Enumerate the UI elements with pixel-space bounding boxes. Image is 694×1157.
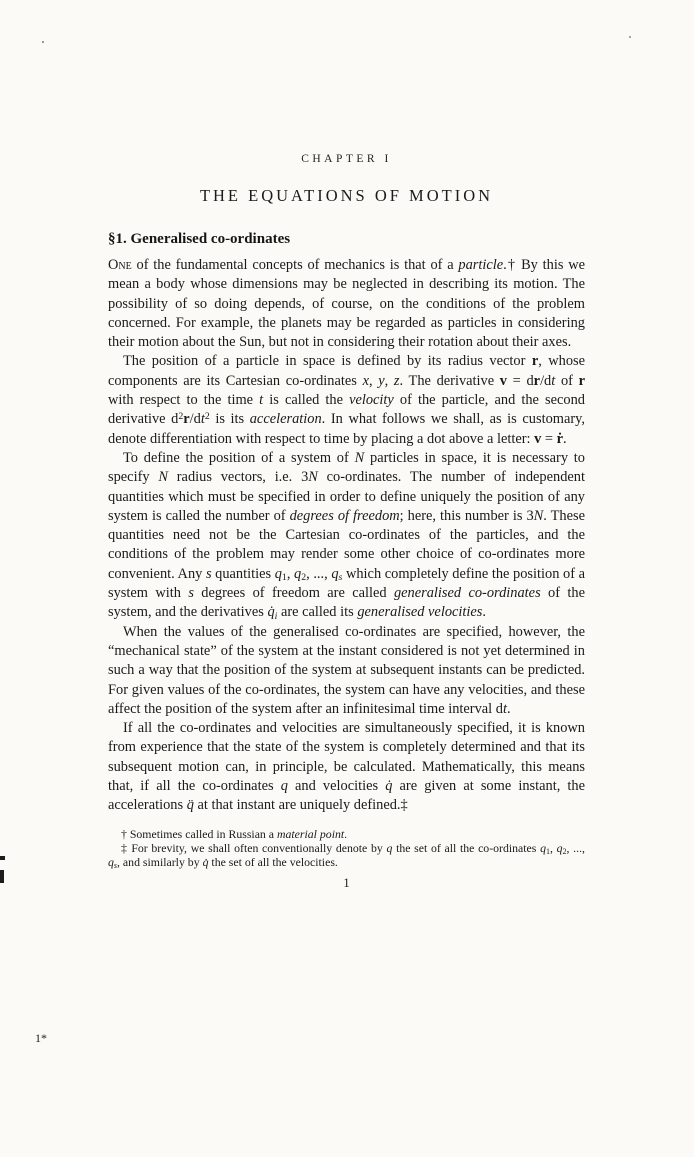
signature-mark: 1* — [35, 1031, 47, 1045]
page-number: 1 — [343, 876, 350, 891]
footnote: ‡ For brevity, we shall often conventionally denote by q the set of all the co-ordinates $q_1$, $q_2$, ..., $q_s$, and similarly by q̇ the set of all the velocities. — [108, 840, 585, 871]
page-title: THE EQUATIONS OF MOTION — [199, 186, 494, 205]
body-paragraph: If all the co-ordinates and velocities are simultaneously specified, it is known from experience that the state of the system is completely determined and that its subsequent motion can, in principle, be calculated. Mathematically, this means that, if all the co-ordinates q and velocities q̇ are given at some instant, the accelerations q̈ at that instant are uniquely defined.‡ — [108, 720, 586, 814]
scan-speck — [42, 41, 44, 43]
body-text — [108, 256, 585, 816]
body-paragraph: The position of a particle in space is defined by its radius vector r, whose components are its Cartesian co-ordinates x, y, z. The derivative v = dr/dt of r with respect to the time t is called the velocity of the particle, and the second derivative $d^2r/dt^2$ is its acceleration. In what follows we shall, as is customary, denote differentiation with respect to time by placing a dot above a letter: v = ṙ. — [108, 353, 585, 447]
scan-edge-mark — [0, 856, 5, 860]
body-paragraph: To define the position of a system of N particles in space, it is necessary to specify N radius vectors, i.e. 3N co-ordinates. The number of independent quantities which must be specified in order to define uniquely the position of any system is called the number of degrees of freedom; here, this number is 3N. These quantities need not be the Cartesian co-ordinates of the particles, and the conditions of the problem may render some other choice of co-ordinates more convenient. Any s quantities $q_1$, $q_2$, ..., $q_s$ which completely define the position of a system with s degrees of freedom are called generalised co-ordinates of the system, and the derivatives $q̇_i$ are called its generalised velocities. — [108, 449, 586, 622]
chapter-heading: CHAPTER I — [301, 153, 392, 165]
footnotes — [108, 827, 585, 870]
scan-edge-mark — [0, 870, 4, 883]
body-paragraph: One of the fundamental concepts of mechanics is that of a particle.† By this we mean a body whose dimensions may be neglected in describing its motion. The possibility of so doing depends, of course, on the conditions of the problem concerned. For example, the planets may be regarded as particles in considering their motion about the Sun, but not in considering their rotation about their axes. — [108, 257, 586, 351]
section-heading: §1. Generalised co-ordinates — [108, 231, 291, 247]
scan-speck — [629, 36, 631, 38]
body-paragraph: When the values of the generalised co-ordinates are specified, however, the “mechanical state” of the system at the instant considered is not yet determined in such a way that the position of the system at subsequent instants can be predicted. For given values of the co-ordinates, the system can have any velocities, and these affect the position of the system after an infinitesimal time interval dt. — [108, 623, 585, 717]
footnote: † Sometimes called in Russian a material point. — [121, 826, 348, 841]
